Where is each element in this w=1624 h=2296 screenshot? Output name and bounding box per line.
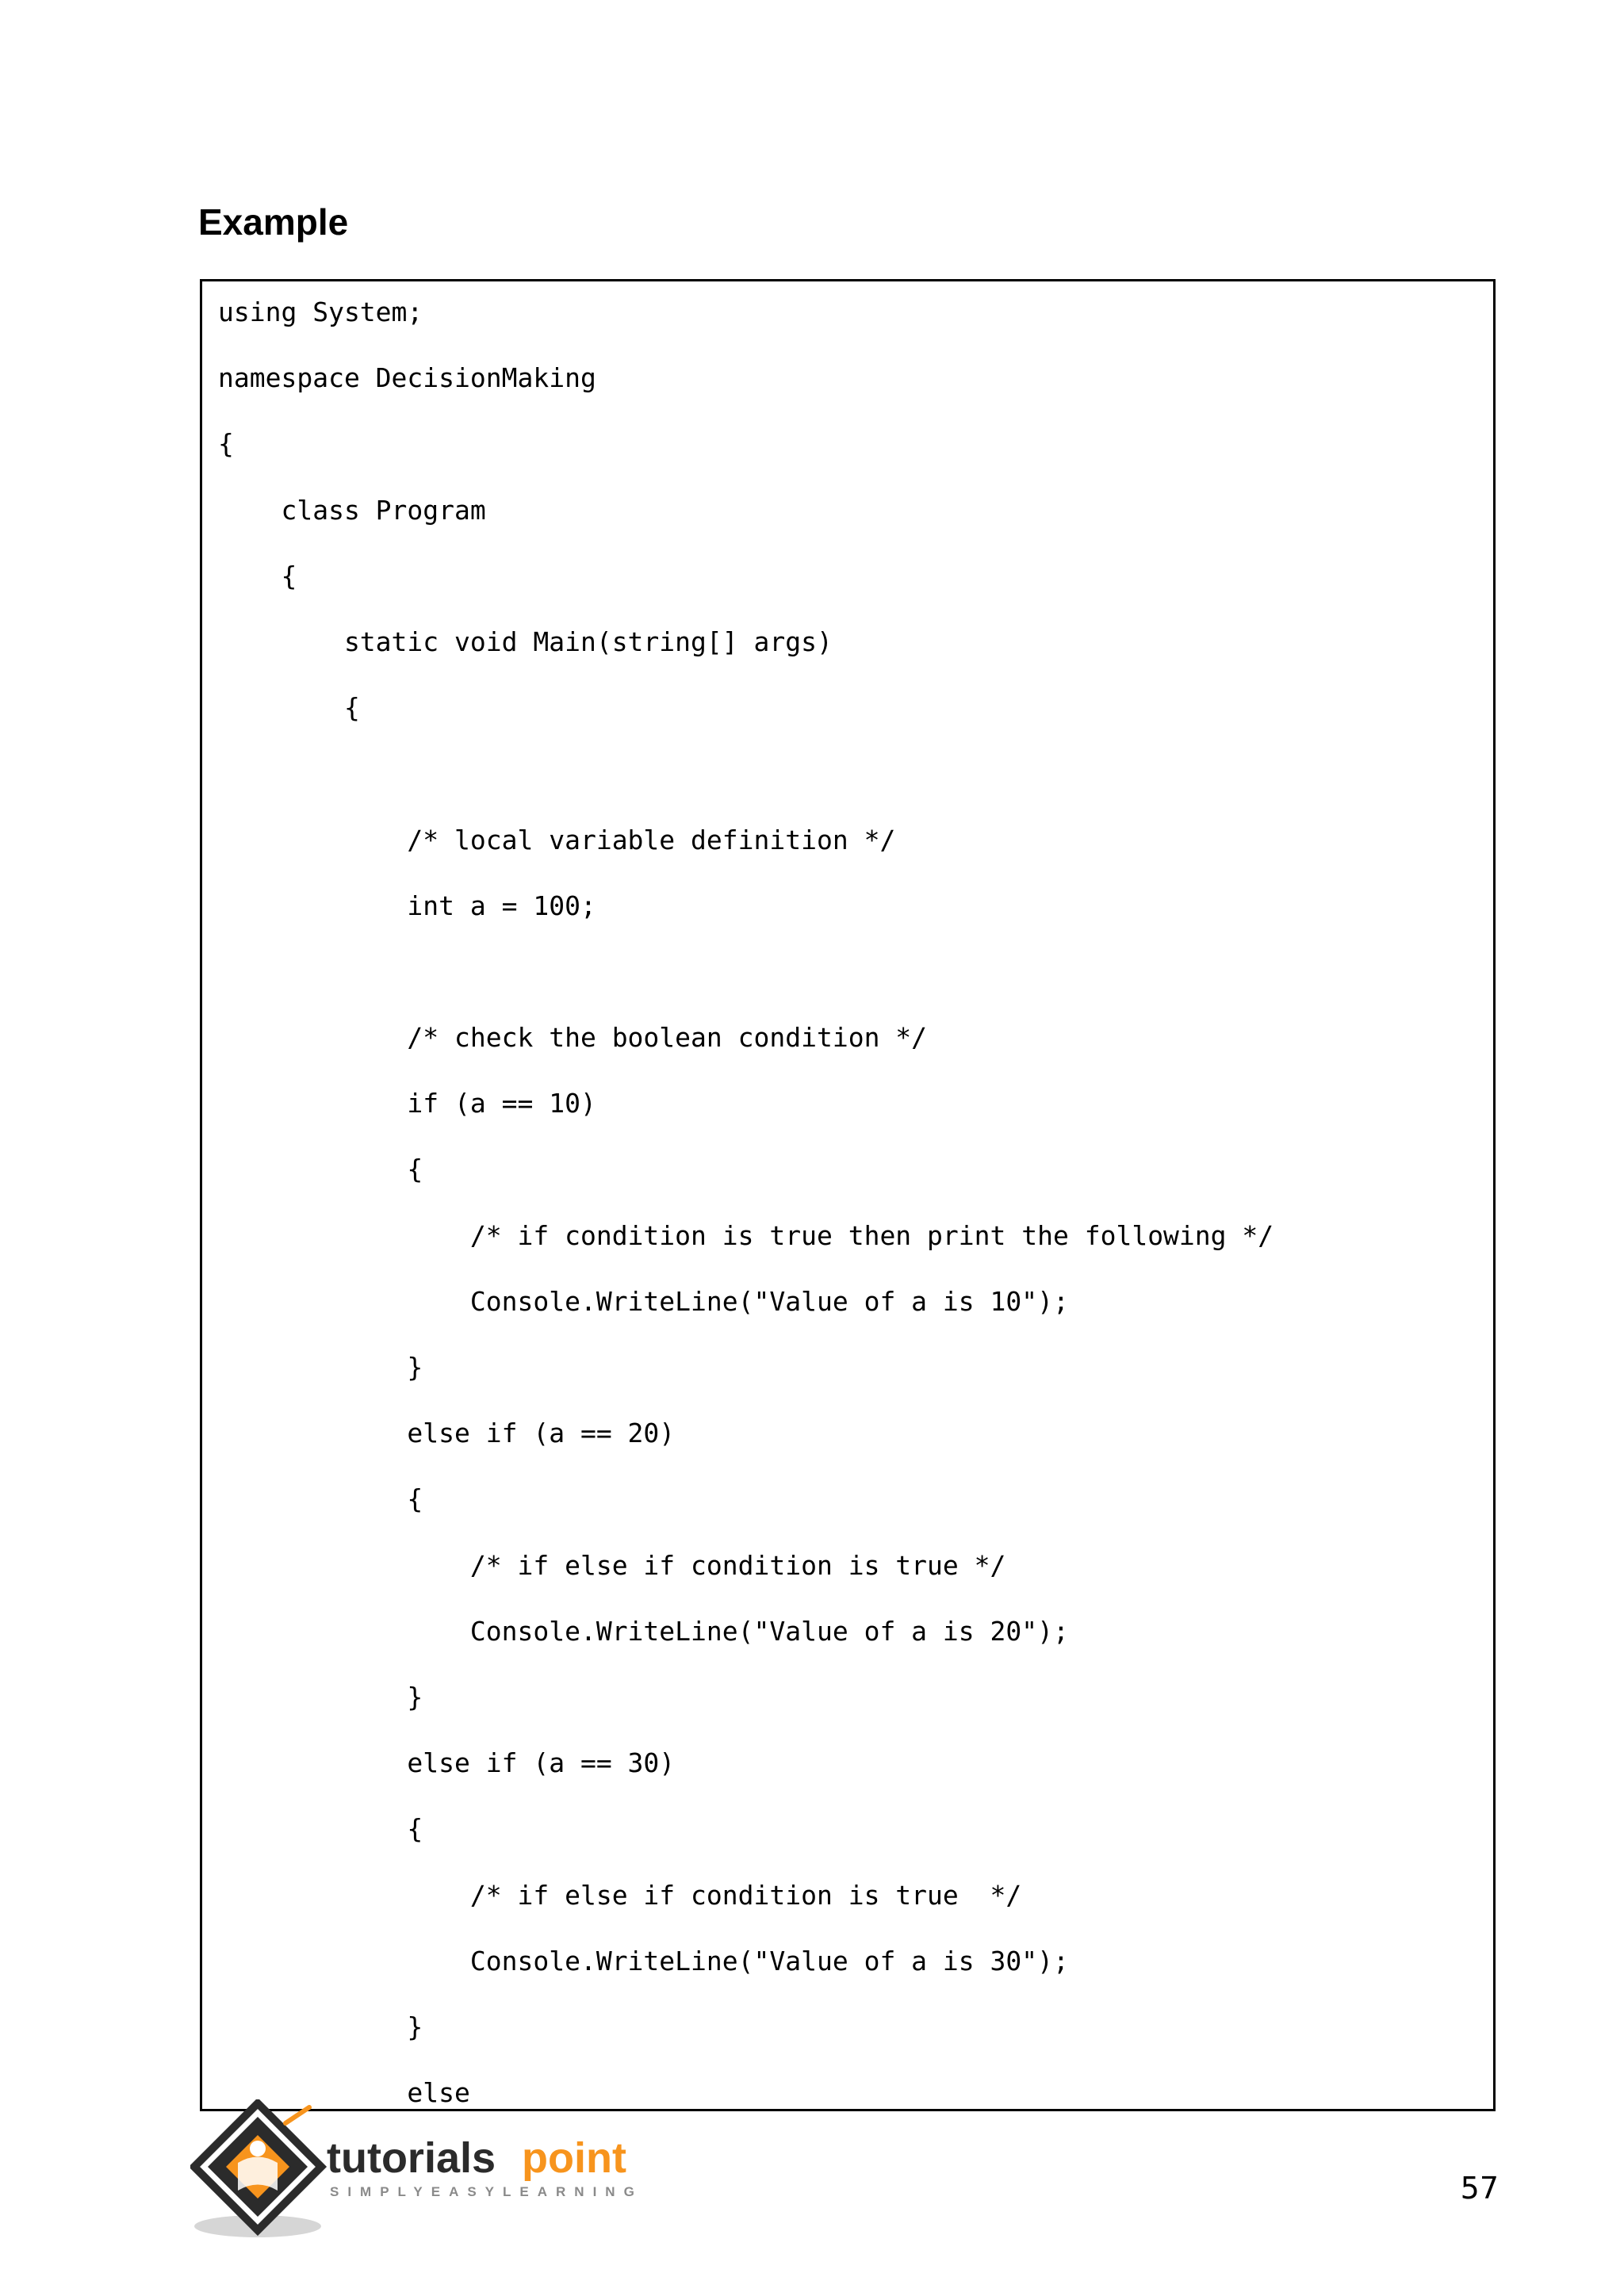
code-line: if (a == 10) [218,1088,596,1119]
code-block [200,279,1496,2111]
brand-left-text: tutorials [327,2134,496,2182]
code-lines [202,295,1274,2111]
code-line: { [218,1154,423,1185]
tutorialspoint-logo [190,2099,650,2242]
code-line: using System; [218,297,423,327]
code-line: class Program [218,494,486,526]
code-line: { [218,692,360,724]
code-line: { [218,1813,423,1845]
code-line: namespace DecisionMaking [218,362,596,394]
page-number: 57 [1460,2171,1499,2206]
code-line: else if (a == 30) [218,1747,676,1779]
code-line [202,955,1274,1020]
tutorialspoint-logo-icon [190,2099,650,2242]
section-heading: Example [198,201,349,243]
code-line: { [218,428,234,460]
code-line: Console.WriteLine("Value of a is 20"); [218,1615,1069,1647]
code-line: int a = 100; [218,890,596,921]
code-line: /* if else if condition is true */ [218,1879,1022,1911]
code-line: /* check the boolean condition */ [218,1022,928,1054]
code-line: else [218,2077,470,2109]
code-line: Console.WriteLine("Value of a is 30"); [218,1945,1069,1976]
code-line: } [218,1352,423,1383]
brand-tagline: SIMPLYEASYLEARNING [330,2184,643,2199]
code-line: /* if else if condition is true */ [218,1549,1006,1581]
code-line: /* if condition is true then print the following */ [218,1219,1274,1251]
code-line: { [218,560,297,591]
brand-right-text: point [522,2134,626,2182]
code-line: static void Main(string[] args) [218,626,833,657]
code-line: Console.WriteLine("Value of a is 10"); [218,1285,1069,1317]
code-line: { [218,1483,423,1515]
code-line: /* local variable definition */ [218,824,896,855]
code-line: } [218,2011,423,2042]
code-line: else if (a == 20) [218,1418,676,1449]
code-line [202,756,1274,822]
code-line: } [218,1681,423,1712]
